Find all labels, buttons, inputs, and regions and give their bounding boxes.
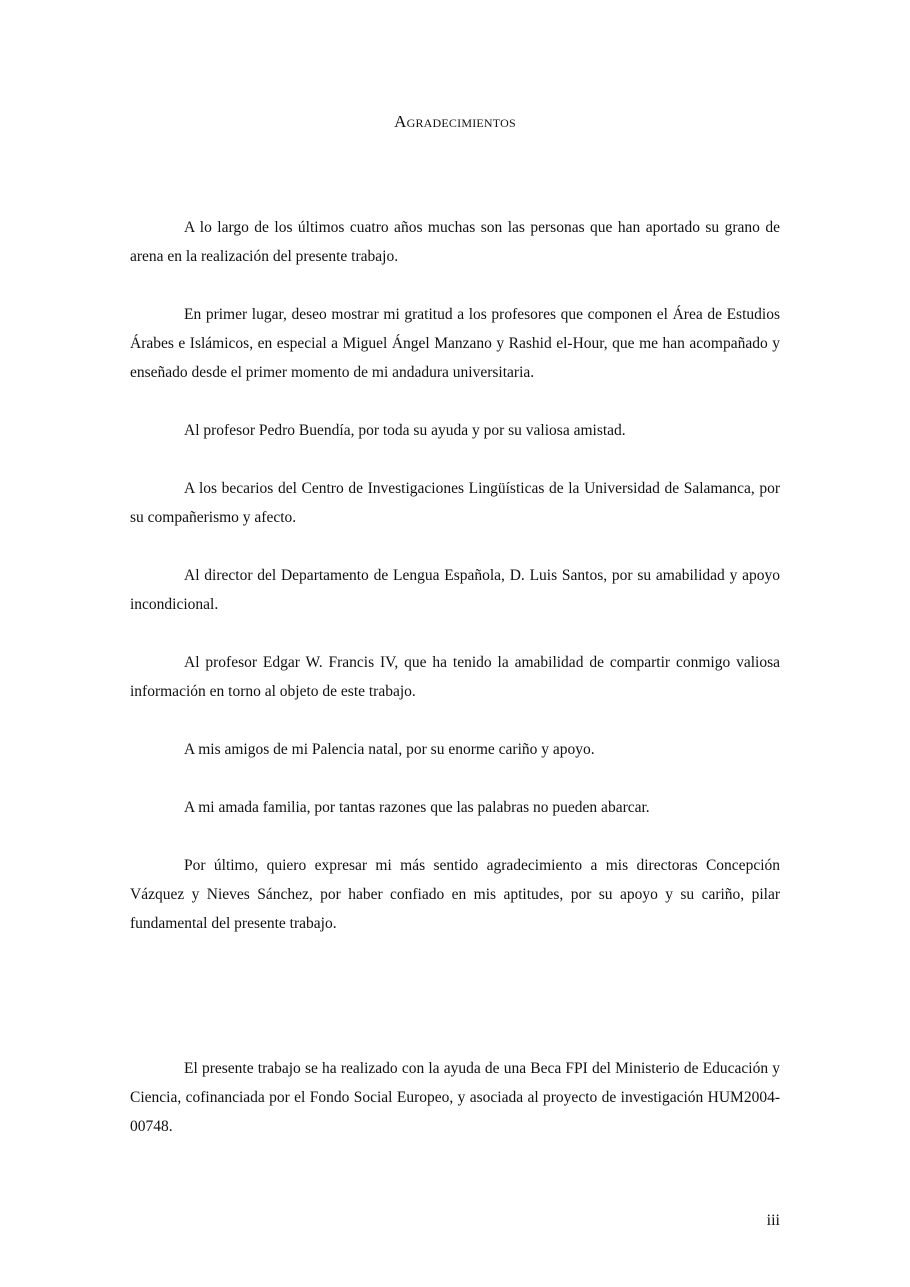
funding-note xyxy=(130,1054,780,1141)
paragraph-friends: A mis amigos de mi Palencia natal, por su enorme cariño y apoyo. xyxy=(184,741,595,758)
funding-paragraph: El presente trabajo se ha realizado con la ayuda de una Beca FPI del Ministerio de Educación y Ciencia, cofinanciada por el Fondo Social Europeo, y asociada al proyecto de investigación HUM2004-00748. xyxy=(130,1060,780,1135)
paragraph-director: Al director del Departamento de Lengua Española, D. Luis Santos, por su amabilidad y apoyo incondicional. xyxy=(130,567,780,613)
paragraph-family: A mi amada familia, por tantas razones que las palabras no pueden abarcar. xyxy=(184,799,650,816)
page-number: iii xyxy=(766,1212,780,1229)
paragraph-directors: Por último, quiero expresar mi más sentido agradecimiento a mis directoras Concepción Vázquez y Nieves Sánchez, por haber confiado en mis aptitudes, por su apoyo y su cariño, pilar fundamental del presente trabajo. xyxy=(130,857,780,932)
paragraph-francis: Al profesor Edgar W. Francis IV, que ha tenido la amabilidad de compartir conmigo valiosa información en torno al objeto de este trabajo. xyxy=(130,654,780,700)
paragraph-professors: En primer lugar, deseo mostrar mi gratitud a los profesores que componen el Área de Estudios Árabes e Islámicos, en especial a Miguel Ángel Manzano y Rashid el-Hour, que me han acompañado y enseñado desde el primer momento de mi andadura universitaria. xyxy=(130,306,780,381)
paragraph-buendia: Al profesor Pedro Buendía, por toda su ayuda y por su valiosa amistad. xyxy=(184,422,626,439)
page-title: Agradecimientos xyxy=(394,112,516,131)
paragraph-intro: A lo largo de los últimos cuatro años muchas son las personas que han aportado su grano de arena en la realización del presente trabajo. xyxy=(130,219,780,265)
acknowledgements-body xyxy=(130,213,780,967)
paragraph-becarios: A los becarios del Centro de Investigaciones Lingüísticas de la Universidad de Salamanca, por su compañerismo y afecto. xyxy=(130,480,780,526)
